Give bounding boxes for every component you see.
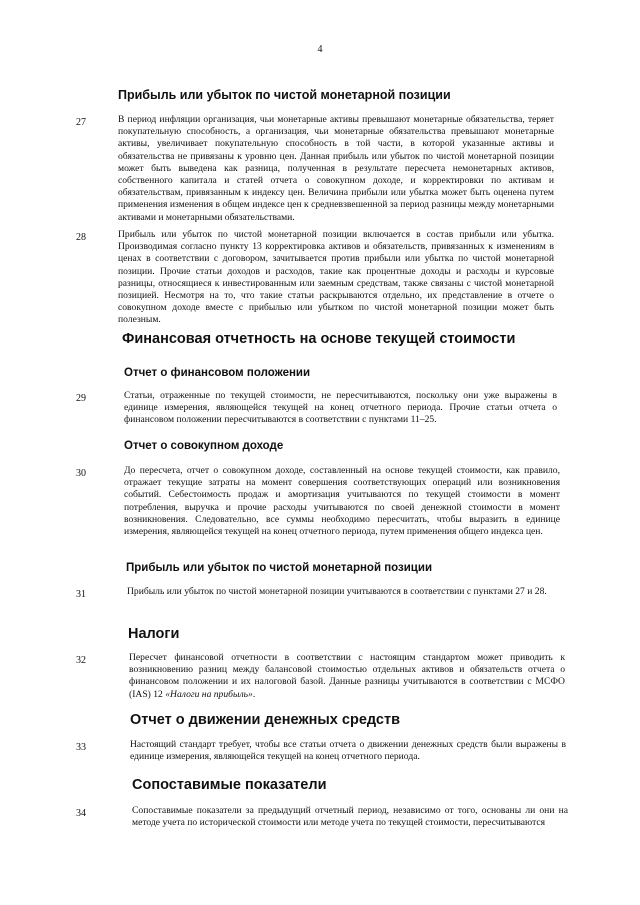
paragraph-number-28: 28 — [76, 232, 86, 243]
paragraph-31: Прибыль или убыток по чистой монетарной позиции учитываются в соответствии с пунктами 27 и 28. — [127, 586, 547, 597]
subheading-comprehensive-income: Отчет о совокупном доходе — [124, 440, 284, 452]
paragraph-34: Сопоставимые показатели за предыдущий отчетный период, независимо от того, основаны ли они на методе учета по исторической стоимости или методе учета по текущей стоимости, пересчитываются — [132, 805, 568, 829]
paragraph-32-text: Пересчет финансовой отчетности в соответствии с настоящим стандартом может приводить к возникновению разниц между балансовой стоимостью отдельных активов и обязательств отчета о финансовом положении и их налоговой базой. Данные разницы учитываются в соответствии с МСФО (IAS) 12 — [129, 652, 565, 700]
paragraph-number-32: 32 — [76, 655, 86, 666]
paragraph-29: Статьи, отраженные по текущей стоимости, не пересчитываются, поскольку они уже выражены в единице измерения, являющейся текущей на конец отчетного периода. Прочие статьи отчета о финансовом положении пересчитываются в соответствии с пунктами 11–25. — [124, 390, 557, 426]
paragraph-number-30: 30 — [76, 468, 86, 479]
section-heading-current-cost: Финансовая отчетность на основе текущей стоимости — [122, 331, 516, 347]
paragraph-27: В период инфляции организация, чьи монетарные активы превышают монетарные обязательства, теряет покупательную способность, а организация, чьи монетарные обязательства превышают монетарные активы, увеличивает покупательную способность в той части, в которой указанные активы и обязательства не привязаны к уровню цен. Данная прибыль или убыток по чистой монетарной позиции может быть выведена как разница, полученная в результате пересчета немонетарных активов, собственного капитала и статей отчета о совокупном доходе, и корректировки по активам и обязательствам, привязанным к индексу цен. Величина прибыли или убытка может быть оценена путем применения изменения в общем индексе цен к средневзвешенной за период разницы между монетарными активами и монетарными обязательствами. — [118, 114, 554, 223]
section-heading-taxes: Налоги — [128, 626, 180, 642]
paragraph-number-27: 27 — [76, 117, 86, 128]
paragraph-number-31: 31 — [76, 589, 86, 600]
subheading-monetary-position-cc: Прибыль или убыток по чистой монетарной позиции — [126, 562, 433, 574]
subheading-financial-position: Отчет о финансовом положении — [124, 367, 311, 379]
ias-12-reference: «Налоги на прибыль» — [165, 688, 253, 700]
section-heading-comparatives: Сопоставимые показатели — [132, 777, 327, 793]
paragraph-number-29: 29 — [76, 393, 86, 404]
paragraph-33: Настоящий стандарт требует, чтобы все статьи отчета о движении денежных средств были выражены в единице измерения, являющейся текущей на конец отчетного периода. — [130, 739, 566, 763]
paragraph-32-end: . — [252, 688, 256, 700]
paragraph-32 — [129, 652, 565, 701]
paragraph-30: До пересчета, отчет о совокупном доходе, составленный на основе текущей стоимости, как правило, отражает текущие затраты на момент совершения соответствующих операций или возникновения событий. Себестоимость продаж и амортизация учитываются по текущей стоимости в момент потребления, выручка и прочие расходы учитываются по своей денежной стоимости в момент возникновения. Следовательно, все суммы необходимо пересчитать, чтобы выразить в единице измерения, являющейся текущей на конец отчетного периода, путем применения общего индекса цен. — [124, 465, 560, 538]
paragraph-number-34: 34 — [76, 808, 86, 819]
paragraph-28: Прибыль или убыток по чистой монетарной позиции включается в состав прибыли или убытка. Производимая согласно пункту 13 корректировка активов и обязательств, привязанных к изменениям в ценах в соответствии с договором, зачитывается против прибыли или убытка по чистой монетарной позиции. Прочие статьи доходов и расходов, такие как процентные доходы и расходы и курсовые разницы, относящиеся к инвестированным или заемным средствам, также связаны с чистой монетарной позицией. Несмотря на то, что такие статьи раскрываются отдельно, их представление в отчете о совокупном доходе вместе с прибылью или убытком по чистой монетарной позиции может быть полезным. — [118, 229, 554, 326]
paragraph-number-33: 33 — [76, 742, 86, 753]
section-heading-cash-flows: Отчет о движении денежных средств — [130, 712, 400, 728]
page-number: 4 — [317, 44, 323, 55]
section-heading-monetary-position: Прибыль или убыток по чистой монетарной позиции — [118, 88, 451, 102]
